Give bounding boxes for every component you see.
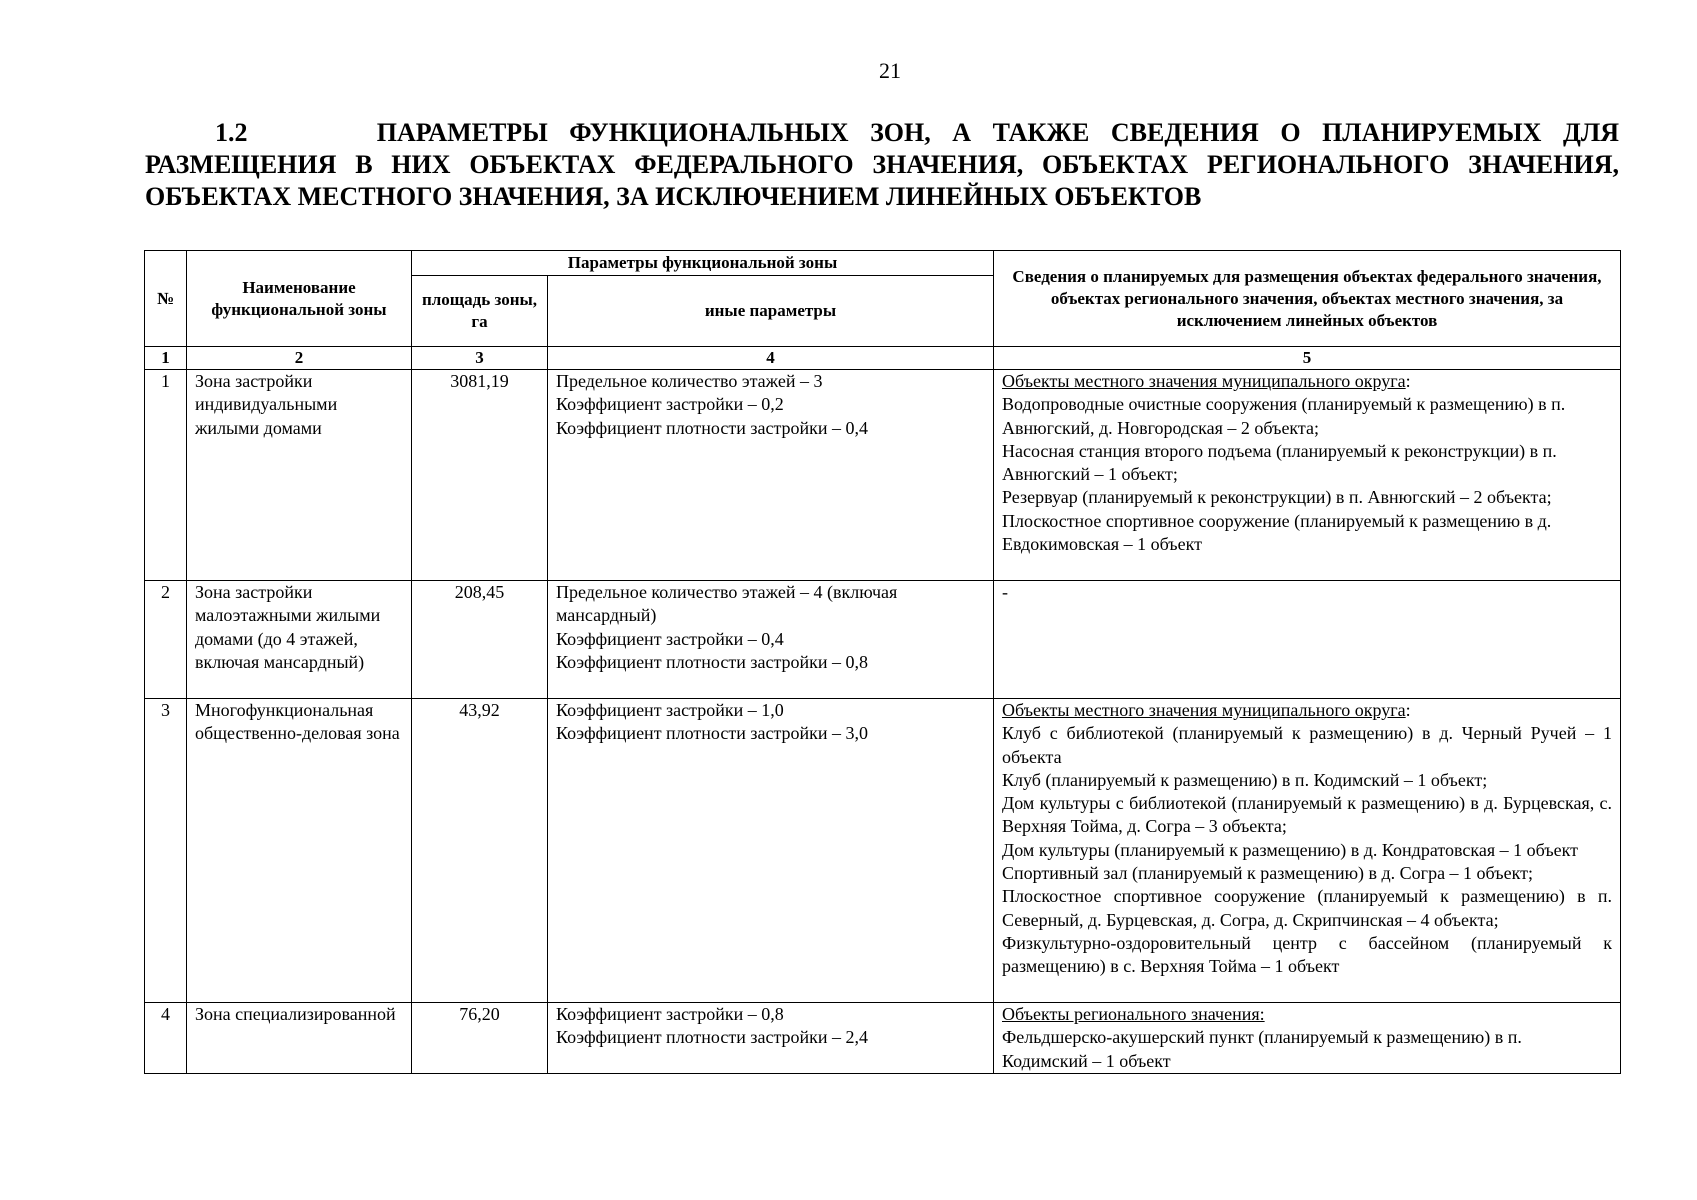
object-item: Фельдшерско-акушерский пункт (планируемый к размещению) в п. Кодимский – 1 объект [1002,1027,1522,1071]
heading-line-1 [145,117,1619,149]
heading-text-1: ПАРАМЕТРЫ ФУНКЦИОНАЛЬНЫХ ЗОН, А ТАКЖЕ СВЕДЕНИЯ О ПЛАНИРУЕМЫХ ДЛЯ [376,118,1619,147]
param-line: Предельное количество этажей – 4 (включая мансардный) [556,582,898,626]
heading-line-3: ОБЪЕКТАХ МЕСТНОГО ЗНАЧЕНИЯ, ЗА ИСКЛЮЧЕНИЕМ ЛИНЕЙНЫХ ОБЪЕКТОВ [145,182,1202,211]
param-line: Коэффициент застройки – 1,0 [556,700,784,720]
objects-heading: Объекты регионального значения: [1002,1004,1265,1024]
heading-line-2: РАЗМЕЩЕНИЯ В НИХ ОБЪЕКТАХ ФЕДЕРАЛЬНОГО ЗНАЧЕНИЯ, ОБЪЕКТАХ РЕГИОНАЛЬНОГО ЗНАЧЕНИЯ, [145,150,1619,179]
zone-area: 76,20 [412,1003,548,1074]
column-number: 2 [187,347,412,370]
object-item: Спортивный зал (планируемый к размещению) в д. Согра – 1 объект; [1002,863,1533,884]
param-line: Предельное количество этажей – 3 [556,371,823,391]
row-number: 1 [145,370,187,581]
param-line: Коэффициент застройки – 0,8 [556,1004,784,1024]
zone-name: Многофункциональная общественно-деловая зона [187,699,412,1003]
zone-name: Зона застройки индивидуальными жилыми домами [187,370,412,581]
zone-area: 43,92 [412,699,548,1003]
object-item: Клуб с библиотекой (планируемый к размещению) в д. Черный Ручей – 1 объекта [1002,723,1612,767]
param-line: Коэффициент плотности застройки – 3,0 [556,723,869,744]
object-item: Резервуар (планируемый к реконструкции) в п. Авнюгский – 2 объекта; [1002,487,1552,508]
row-number: 4 [145,1003,187,1074]
object-item: Плоскостное спортивное сооружение (планируемый к размещению) в п. Северный, д. Бурцевская, д. Согра, д. Скрипчинская – 4 объекта; [1002,886,1612,930]
row-number: 3 [145,699,187,1003]
heading-number: 1.2 [215,118,248,147]
zone-params [548,699,994,1003]
header-other-params: иные параметры [548,276,994,347]
table-row [145,1003,1621,1074]
table-row [145,370,1621,581]
zone-name: Зона застройки малоэтажными жилыми домами (до 4 этажей, включая мансардный) [187,581,412,699]
objects-heading: Объекты местного значения муниципального округа: [1002,700,1411,720]
object-item: Дом культуры (планируемый к размещению) в д. Кондратовская – 1 объект [1002,839,1578,860]
table-row [145,699,1621,1003]
zone-params [548,581,994,699]
row-number: 2 [145,581,187,699]
header-num: № [145,251,187,347]
param-line: Коэффициент плотности застройки – 0,4 [556,417,869,438]
param-line: Коэффициент застройки – 0,2 [556,394,784,415]
param-line: Коэффициент застройки – 0,4 [556,628,784,649]
zone-params [548,1003,994,1074]
table-row [145,581,1621,699]
column-number: 1 [145,347,187,370]
zone-objects [994,581,1621,699]
zone-area: 3081,19 [412,370,548,581]
column-number: 4 [548,347,994,370]
header-zone-name: Наименование функциональной зоны [187,251,412,347]
section-heading [145,117,1619,213]
header-params-group: Параметры функциональной зоны [412,251,994,276]
page-number: 21 [879,58,901,83]
object-item: Плоскостное спортивное сооружение (планируемый к размещению в д. Евдокимовская – 1 объект [1002,510,1552,555]
object-item: Насосная станция второго подъема (планируемый к реконструкции) в п. Авнюгский – 1 объект; [1002,440,1557,485]
objects-heading: Объекты местного значения муниципального округа: [1002,371,1411,391]
column-numbers-row [145,347,1621,370]
object-item: Водопроводные очистные сооружения (планируемый к размещению) в п. Авнюгский, д. Новгородская – 2 объекта; [1002,394,1566,438]
header-objects: Сведения о планируемых для размещения объектах федерального значения, объектах регионального значения, объектах местного значения, за исключением линейных объектов [994,251,1621,347]
object-item: Физкультурно-оздоровительный центр с бассейном (планируемый к размещению) в с. Верхняя Тойма – 1 объект [1002,932,1612,977]
param-line: Коэффициент плотности застройки – 2,4 [556,1027,869,1048]
object-item: Дом культуры с библиотекой (планируемый к размещению) в д. Бурцевская, с. Верхняя Тойма, д. Согра – 3 объекта; [1002,793,1612,837]
zone-name: Зона специализированной [187,1003,412,1074]
object-item: - [1002,582,1008,602]
param-line: Коэффициент плотности застройки – 0,8 [556,651,869,672]
zone-objects [994,1003,1621,1074]
zone-params [548,370,994,581]
column-number: 3 [412,347,548,370]
zone-objects [994,699,1621,1003]
zone-objects [994,370,1621,581]
zone-area: 208,45 [412,581,548,699]
object-item: Клуб (планируемый к размещению) в п. Кодимский – 1 объект; [1002,769,1488,790]
functional-zones-table [144,250,1621,1074]
header-row-top [145,251,1621,276]
header-area: площадь зоны, га [412,276,548,347]
column-number: 5 [994,347,1621,370]
